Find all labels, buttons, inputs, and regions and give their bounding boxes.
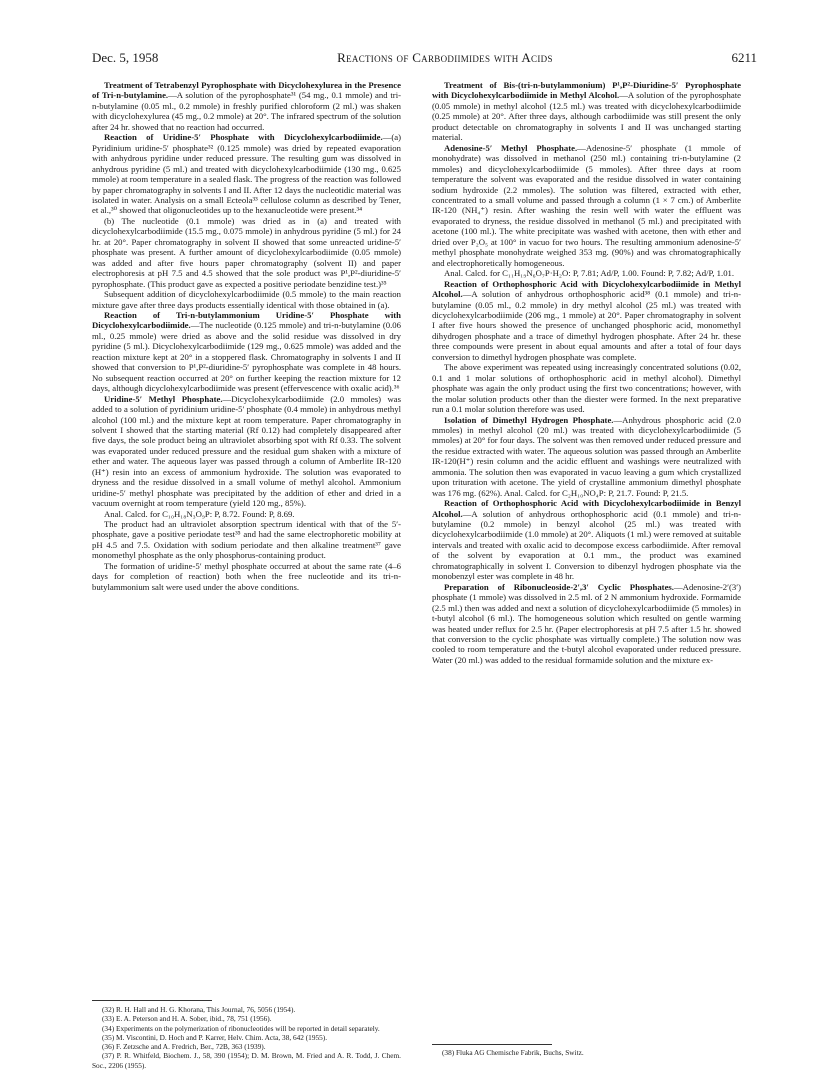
footnotes-right	[432, 1044, 741, 1057]
section-heading: Reaction of Orthophosphoric Acid with Dicyclohexylcarbodiimide in Methyl Alcohol.	[432, 278, 741, 300]
paragraph	[92, 80, 401, 132]
paragraph	[432, 80, 741, 143]
footnote: (36) F. Zetzsche and A. Fredrich, Ber., 72B, 363 (1939).	[102, 1042, 266, 1052]
footnote: (38) Fluka AG Chemische Fabrik, Buchs, Switz.	[442, 1048, 584, 1057]
paragraph-text: The product had an ultraviolet absorption spectrum identical with that of the 5′-phosphate, gave a positive periodate test³⁵ and had the same electrophoretic mobility at pH 4.5 and 7.5. Oxidation with sodium periodate and then alkaline treatment³⁷ gave monomethyl phosphate as the only phosphorus-containing product.	[92, 519, 401, 561]
paragraph-text: —(a) Pyridinium uridine-5′ phosphate³² (0.125 mmole) was dried by repeated evaporation with anhydrous pyridine under reduced pressure. The resulting gum was dissolved in anhydrous pyridine (5 ml.) and treated with dicyclohexylcarbodiimide (130 mg., 0.625 mmole) at room temperature in a sealed flask. The progress of the reaction was followed by paper chromatography in solvents I and II. After 12 days the nucleotidic material was isolated in water. Analysis on a small Ecteola³³ cellulose column as described by Tener, et al.,³⁰ showed that oligonucleotides up to the hexanucleotide were present.³⁴	[92, 132, 401, 216]
paragraph	[92, 216, 401, 289]
left-column	[92, 80, 401, 990]
footnote: (35) M. Viscontini, D. Hoch and P. Karrer, Helv. Chim. Acta, 38, 642 (1955).	[102, 1032, 328, 1042]
paragraph	[432, 415, 741, 499]
paragraph-text: —The nucleotide (0.125 mmole) and tri-n-butylamine (0.06 ml., 0.25 mmole) were dried as above and the solid residue was dissolved in dry pyridine (5 ml.). Dicyclohexylcarbodiimide (129 mg., 0.625 mmole) was added and the reaction mixture kept at 20° in a stoppered flask. Chromatography in solvents I and II showed that conversion to P¹,P²-diuridine-5′ pyrophosphate was complete in 48 hours. No subsequent reaction occurred at 20° on further keeping the reaction mixture for 12 days, although dicyclohexylcarbodiimide was present (effervescence with oxalic acid).³⁶	[92, 320, 401, 394]
section-heading: Reaction of Uridine-5′ Phosphate with Dicyclohexylcarbodiimide.	[104, 132, 383, 143]
page-header	[92, 50, 757, 68]
paragraph-text: —A solution of anhydrous orthophosphoric acid³⁸ (0.1 mmole) and tri-n-butylamine (0.05 ml., 0.2 mmole) in dry methyl alcohol (25 ml.) was treated with dicyclohexylcarbodiimide (206 mg., 1 mmole) at 20°. Paper chromatography in solvent I after five hours showed the presence of unchanged phosphoric acid, monomethyl dihydrogen phosphate and a trace of dimethyl hydrogen phosphate. After 24 hr. these three compounds were present in about equal amounts and after a total of four days conversion to dimethyl hydrogen phosphate was complete.	[432, 289, 741, 362]
footnote-rule	[432, 1044, 552, 1045]
paragraph	[92, 394, 401, 509]
section-heading: Reaction of Tri-n-butylammonium Uridine-5′ Phosphate with Dicyclohexylcarbodiimide.	[92, 309, 401, 331]
paragraph-text: Anal. Calcd. for C₁₀H₁₈N₃O₉P: P, 8.72. Found: P, 8.69.	[104, 508, 295, 519]
paragraph	[432, 582, 741, 666]
paragraph-text: The above experiment was repeated using increasingly concentrated solutions (0.02, 0.1 and 1 molar solutions of orthophosphoric acid in methyl alcohol). Dimethyl phosphate was again the only product using the first two concentrations; however, with the molar solution products other than the diester were formed. In the next preparative run a 0.1 molar solution therefore was used.	[432, 362, 741, 415]
paragraph	[432, 498, 741, 582]
footnote-rule	[92, 1000, 212, 1001]
footnote: (34) Experiments on the polymerization of ribonucleotides will be reported in detail separately.	[102, 1023, 380, 1033]
header-page-number: 6211	[731, 50, 757, 65]
paragraph	[92, 289, 401, 310]
section-heading: Isolation of Dimethyl Hydrogen Phosphate.	[444, 414, 614, 425]
paragraph	[432, 143, 741, 268]
paragraph	[92, 561, 401, 592]
paragraph-text: —Anhydrous phosphoric acid (2.0 mmoles) in methyl alcohol (20 ml.) was treated with dicyclohexylcarbodiimide (5 mmoles) at 20° for four days. The solvent was then removed under reduced pressure and the residue extracted with water. The aqueous solution was passed through an Amberlite IR-120(H⁺) resin column and the acidic effluent and washings were neutralized with ammonia. The solution then was evaporated in vacuo leaving a gum which crystallized upon trituration with acetone. The yield of crystalline ammonium dimethyl phosphate was 176 mg. (62%). Anal. Calcd. for C₂H₁₀NO₄P: P, 21.7. Found: P, 21.5.	[432, 414, 741, 498]
section-heading: Uridine-5′ Methyl Phosphate.	[104, 393, 223, 404]
footnote: (33) E. A. Peterson and H. A. Sober, ibid., 78, 751 (1956).	[102, 1014, 272, 1024]
paragraph	[92, 509, 401, 519]
paragraph	[432, 268, 741, 278]
paragraph	[432, 362, 741, 414]
paragraph	[92, 132, 401, 216]
paragraph-text: (b) The nucleotide (0.1 mmole) was dried as in (a) and treated with dicyclohexylcarbodiimide (15.5 mg., 0.075 mmole) in anhydrous pyridine (5 ml.) for 24 hr. at 20°. Paper chromatography in solvent II showed that some unreacted uridine-5′ phosphate was present. A further amount of dicyclohexylcarbodiimide (0.05 mmole) was added and after five hours paper chromatography (solvent II) and paper electrophoresis at pH 7.5 and 4.5 showed that the sole product was P¹,P²-diuridine-5′ pyrophosphate. (This product gave as expected a positive periodate benzidine test.)³⁵	[92, 215, 401, 289]
section-heading: Reaction of Orthophosphoric Acid with Dicyclohexylcarbodiimide in Benzyl Alcohol.	[432, 498, 741, 519]
paragraph	[92, 519, 401, 561]
paragraph-text: —Adenosine-5′ phosphate (1 mmole of monohydrate) was dissolved in methanol (250 ml.) containing tri-n-butylamine (2 mmoles) and dicyclohexylcarbodiimide (5 mmoles). After three days at room temperature the solvent was evaporated and the residue dissolved in water containing sodium hydroxide (2.2 mmoles). The solution was filtered, extracted with ether, concentrated to a small volume and passed through a column (1 × 7 cm.) of Amberlite IR-120 (NH₄⁺) resin. After washing the resin well with water the effluent was evaporated to dryness, the residue dissolved in methanol (5 ml.) and precipitated with acetone (100 ml.). The white precipitate was washed with acetone, then with ether and dried over P₂O₅ at 100° in vacuo for two hours. The resulting ammonium adenosine-5′ methyl phosphate monohydrate weighed 353 mg. (90%) and was chromatographically and electrophoretically homogeneous.	[432, 142, 741, 268]
paragraph-text: —Adenosine-2′(3′) phosphate (1 mmole) was dissolved in 2.5 ml. of 2 N ammonium hydroxide. Formamide (2.5 ml.) then was added and next a solution of dicyclohexylcarbodiimide (5 mmoles) in t-butyl alcohol (6 ml.). The homogeneous solution which resulted on gentle warming was heated under reflux for 2.5 hr. (Paper electrophoresis at pH 7.5 after 1.5 hr. showed that conversion to the cyclic phosphate was virtually complete.) The solution now was cooled to room temperature and the t-butyl alcohol evaporated under reduced pressure. Water (20 ml.) was added to the residual formamide solution and the mixture ex-	[432, 581, 741, 665]
paragraph	[92, 310, 401, 394]
section-heading: Treatment of Bis-(tri-n-butylammonium) P¹,P²-Diuridine-5′ Pyrophosphate with Dicyclohexylcarbodiimide in Methyl Alcohol.	[432, 80, 741, 101]
section-heading: Preparation of Ribonucleoside-2′,3′ Cyclic Phosphates.	[444, 581, 674, 592]
footnote: (32) R. H. Hall and H. G. Khorana, This Journal, 76, 5056 (1954).	[102, 1005, 296, 1014]
paragraph-text: The formation of uridine-5′ methyl phosphate occurred at about the same rate (4–6 days for completion of reaction) both when the free nucleotide and its tri-n-butylammonium salt were used under the above conditions.	[92, 560, 401, 592]
footnote: (37) P. R. Whitfeld, Biochem. J., 58, 390 (1954); D. M. Brown, M. Fried and A. R. Todd, J. Chem. Soc., 2206 (1955).	[92, 1051, 401, 1070]
header-title: Reactions of Carbodiimides with Acids	[337, 50, 553, 65]
paragraph-text: —A solution of the pyrophosphate³¹ (54 mg., 0.1 mmole) and tri-n-butylamine (0.05 ml., 0.2 mmole) in freshly purified chloroform (2 ml.) was shaken with dicyclohexylurea (45 mg., 0.2 mmole) at 20°. The infrared spectrum of the solution after 24 hr. showed that no reaction had occurred.	[92, 90, 401, 132]
paragraph-text: —Dicyclohexylcarbodiimide (2.0 mmoles) was added to a solution of pyridinium uridine-5′ phosphate (0.4 mmole) in anhydrous methyl alcohol (100 ml.) and the mixture kept at room temperature. Paper chromatography in solvent I showed that the starting material (Rf 0.12) had completely disappeared after five days, the sole product being an ultraviolet absorbing spot with Rf 0.33. The solvent was evaporated under reduced pressure and the residual gum shaken with a mixture of ether and water. The aqueous layer was passed through a column of Amberlite IR-120 (H⁺) resin into an excess of ammonium hydroxide. The solution was evaporated to dryness and the residue dissolved in a small volume of methyl alcohol. Ammonium uridine-5′ methyl phosphate was precipitated by the addition of ether and dried in a vacuum overnight at room temperature (yield 120 mg., 85%).	[92, 393, 401, 509]
paragraph-text: Subsequent addition of dicyclohexylcarbodiimide (0.5 mmole) to the main reaction mixture gave after three days products essentially identical with those obtained in (a).	[92, 289, 401, 310]
section-heading: Adenosine-5′ Methyl Phosphate.	[444, 142, 578, 153]
header-date: Dec. 5, 1958	[92, 50, 159, 65]
right-column	[432, 80, 741, 1040]
footnotes-left	[92, 1000, 401, 1070]
paragraph-text: —A solution of the pyrophosphate (0.05 mmole) in methyl alcohol (12.5 ml.) was treated with dicyclohexylcarbodiimide (0.25 mmole) at 20°. After three days, although carbodiimide was still present the only product detectable on chromatography in solvents I and II was unchanged starting material.	[432, 90, 741, 143]
section-heading: Treatment of Tetrabenzyl Pyrophosphate with Dicyclohexylurea in the Presence of Tri-n-butylamine.	[92, 80, 401, 101]
paragraph	[432, 279, 741, 363]
paragraph-text: Anal. Calcd. for C₁₁H₁₉N₆O₇P·H₂O: P, 7.81; Ad/P, 1.00. Found: P, 7.82; Ad/P, 1.01.	[444, 268, 735, 279]
paragraph-text: —A solution of anhydrous orthophosphoric acid (0.1 mmole) and tri-n-butylamine (0.2 mmole) in benzyl alcohol (25 ml.) was treated with dicyclohexylcarbodiimide (1.0 mmole) at 20°. Aliquots (1 ml.) were removed at suitable intervals and treated with oxalic acid to decompose excess carbodiimide. After removal of the solvent by evaporation at 0.1 mm., the product was examined chromatographically in solvent I. Conversion to dibenzyl hydrogen phosphate via the monobenzyl ester was complete in 48 hr.	[432, 508, 741, 582]
